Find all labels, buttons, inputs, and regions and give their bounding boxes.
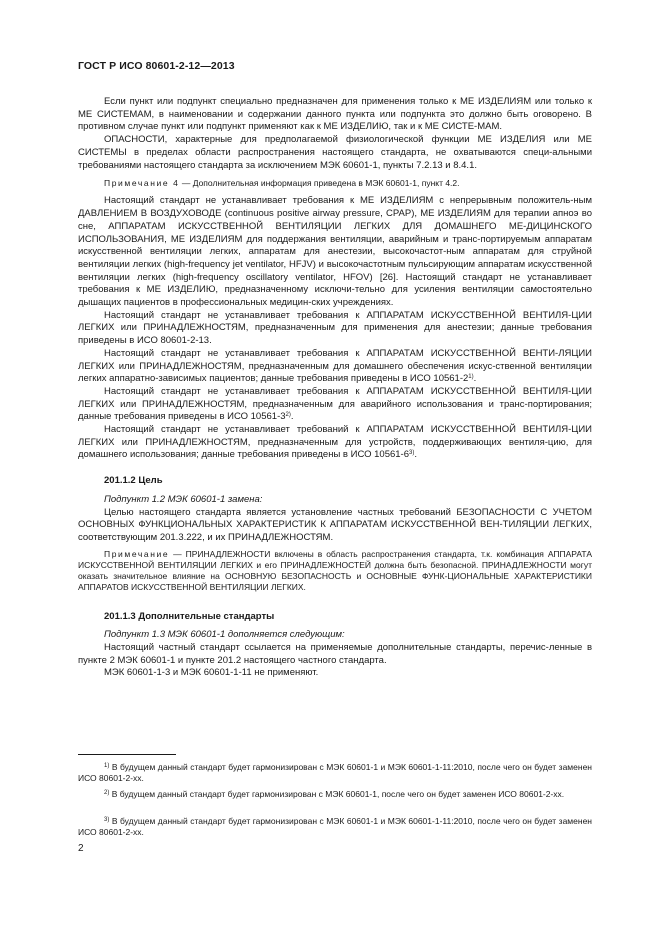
page-number: 2	[78, 843, 84, 854]
footnote-ref-2[interactable]: 2)	[285, 412, 291, 419]
document-header: ГОСТ Р ИСО 80601-2-12—2013	[78, 60, 235, 72]
footnote-ref-3[interactable]: 3)	[409, 450, 415, 457]
paragraph-purpose: Целью настоящего стандарта является установление частных требований БЕЗОПАСНОСТИ С УЧЕТОМ ОСНОВНЫХ ФУНКЦИОНАЛЬНЫХ ХАРАКТЕРИСТИК К АППАРАТАМ ИСКУССТВЕННОЙ ВЕН-ТИЛЯЦИИ ЛЕГКИХ, соответствующим 201.3.222, и их ПРИНАДЛЕЖНОСТЯМ.	[78, 506, 592, 543]
paragraph-home-care-end: .	[473, 373, 477, 385]
paragraph-collateral-standards: Настоящий частный стандарт ссылается на применяемые дополнительные стандарты, перечис-ленные в пункте 2 МЭК 60601-1 и пункте 201.2 настоящего частного стандарта.	[78, 641, 592, 666]
footnote-3-mark: 3)	[104, 817, 110, 823]
footnote-1	[78, 762, 592, 785]
footnote-1-mark: 1)	[104, 763, 110, 769]
footnote-3	[78, 816, 592, 839]
note-4-label: Примечание 4	[104, 178, 180, 189]
paragraph-home-care	[78, 348, 592, 386]
footnote-divider	[78, 754, 176, 755]
footnote-ref-1[interactable]: 1)	[468, 374, 474, 381]
footnote-3-text: В будущем данный стандарт будет гармонизирован с МЭК 60601-1 и МЭК 60601-1-11:2010, после чего он будет заменен ИСО 80601-2-хх.	[78, 816, 592, 838]
paragraph-not-applied: МЭК 60601-1-3 и МЭК 60601-1-11 не применяют.	[104, 667, 319, 679]
paragraph-hazards: ОПАСНОСТИ, характерные для предполагаемой физиологической функции МЕ ИЗДЕЛИЯ или МЕ СИСТЕМЫ в пределах области распространения настоящего стандарта, не охватываются специ-альными требованиями настоящего стандарта за исключением МЭК 60601-1, пункты 7.2.13 и 8.4.1.	[78, 134, 592, 171]
paragraph-emergency	[78, 386, 592, 424]
note-4-text: — Дополнительная информация приведена в МЭК 60601-1, пункт 4.2.	[179, 178, 460, 189]
section-heading-collateral: 201.1.3 Дополнительные стандарты	[104, 610, 275, 622]
footnote-1-text: В будущем данный стандарт будет гармонизирован с МЭК 60601-1 и МЭК 60601-1-11:2010, после чего он будет заменен ИСО 80601-2-хх.	[78, 762, 592, 784]
main-content	[78, 96, 592, 680]
section-heading-purpose: 201.1.2 Цель	[104, 475, 163, 487]
note-accessories	[78, 549, 592, 594]
subclause-addition-note: Подпункт 1.3 МЭК 60601-1 дополняется следующим:	[104, 629, 345, 641]
footnote-2	[78, 789, 592, 800]
paragraph-ventilatory-support-text: Настоящий стандарт не устанавливает требований к АППАРАТАМ ИСКУССТВЕННОЙ ВЕНТИЛЯ-ЦИИ ЛЕГКИХ или ПРИНАДЛЕЖНОСТЯМ, предназначенным для устройств, поддерживающих вентиля-цию, для домашнего использования; данные требования приведены в ИСО 10561-6	[78, 424, 592, 461]
subclause-replacement-note: Подпункт 1.2 МЭК 60601-1 замена:	[104, 493, 263, 505]
footnote-2-text: В будущем данный стандарт будет гармонизирован с МЭК 60601-1, после чего он будет заменен ИСО 80601-2-хх.	[109, 789, 565, 799]
paragraph-exclusions: Настоящий стандарт не устанавливает требования к МЕ ИЗДЕЛИЯМ с непрерывным положитель-ным ДАВЛЕНИЕМ В ВОЗДУХОВОДЕ (continuous positive airway pressure, CPAP), МЕ ИЗДЕЛИЯМ для терапии апноэ во сне, АППАРАТАМ ИСКУССТВЕННОЙ ВЕНТИЛЯЦИИ ЛЕГКИХ ДЛЯ ДОМАШНЕГО МЕ-ДИЦИНСКОГО ИСПОЛЬЗОВАНИЯ, МЕ ИЗДЕЛИЯМ для поддержания вентиляции, аварийным и транс-портируемым аппаратам искусственной вентиляции легких, аппаратам для анестезии, высокочастот-ным аппаратам для струйной вентиляции легких (high-frequency jet ventilator, HFJV) и высокочастотным пульсирующим аппаратам искусственной вентиляции легких (high-frequency oscillatory ventilator, HFOV) [26]. Настоящий стандарт не устанавливает требования к МЕ ИЗДЕЛИЮ, предназначенному исключи-тельно для усиления вентиляции самостоятельно дышащих пациентов в профессиональных медицин-ских учреждениях.	[78, 195, 592, 309]
paragraph-home-care-text: Настоящий стандарт не устанавливает требования к АППАРАТАМ ИСКУССТВЕННОЙ ВЕНТИ-ЛЯЦИИ ЛЕГКИХ или ПРИНАДЛЕЖНОСТЯМ, предназначенным для домашнего обеспечения искус-ственной вентиляции легких аппаратно-зависимых пациентов; данные требования приведены в ИСО 10561-2	[78, 347, 592, 385]
paragraph-ventilatory-support	[78, 424, 592, 462]
paragraph-scope-applicability: Если пункт или подпункт специально предназначен для применения только к МЕ ИЗДЕЛИЯМ или только к МЕ СИСТЕМАМ, в наименовании и содержании данного пункта или подпункта это должно быть оговорено. В противном случае пункт или подпункт применяют как к МЕ ИЗДЕЛИЮ, так и к МЕ СИСТЕ-МАМ.	[78, 96, 592, 133]
note-accessories-text: — ПРИНАДЛЕЖНОСТИ включены в область распространения стандарта, т.к. комбинация АППАРАТА ИСКУССТВЕННОЙ ВЕНТИЛЯЦИИ ЛЕГКИХ и его ПРИНАДЛЕЖНОСТЕЙ должна быть безопасной. ПРИНАДЛЕЖНОСТИ могут оказать значительное влияние на ОСНОВНУЮ БЕЗОПАСНОСТЬ и ОСНОВНЫЕ ФУНК-ЦИОНАЛЬНЫЕ ХАРАКТЕРИСТИКИ АППАРАТОВ ИСКУССТВЕННОЙ ВЕНТИЛЯЦИИ ЛЕГКИХ.	[78, 548, 592, 593]
note-accessories-label: Примечание	[104, 548, 170, 559]
paragraph-ventilatory-support-end: .	[414, 449, 417, 461]
paragraph-anesthesia: Настоящий стандарт не устанавливает требования к АППАРАТАМ ИСКУССТВЕННОЙ ВЕНТИЛЯ-ЦИИ ЛЕГКИХ или ПРИНАДЛЕЖНОСТЯМ, предназначенным для применения для анестезии; данные требования приведены в ИСО 80601-2-13.	[78, 309, 592, 347]
paragraph-emergency-end: .	[290, 411, 294, 423]
paragraph-emergency-text: Настоящий стандарт не устанавливает требования к АППАРАТАМ ИСКУССТВЕННОЙ ВЕНТИЛЯ-ЦИИ ЛЕГКИХ или ПРИНАДЛЕЖНОСТЯМ, предназначенным для аварийного использования и транс-портирования; данные требования приведены в ИСО 10561-3	[78, 385, 592, 423]
footnote-2-mark: 2)	[104, 790, 110, 796]
note-4	[78, 178, 592, 189]
